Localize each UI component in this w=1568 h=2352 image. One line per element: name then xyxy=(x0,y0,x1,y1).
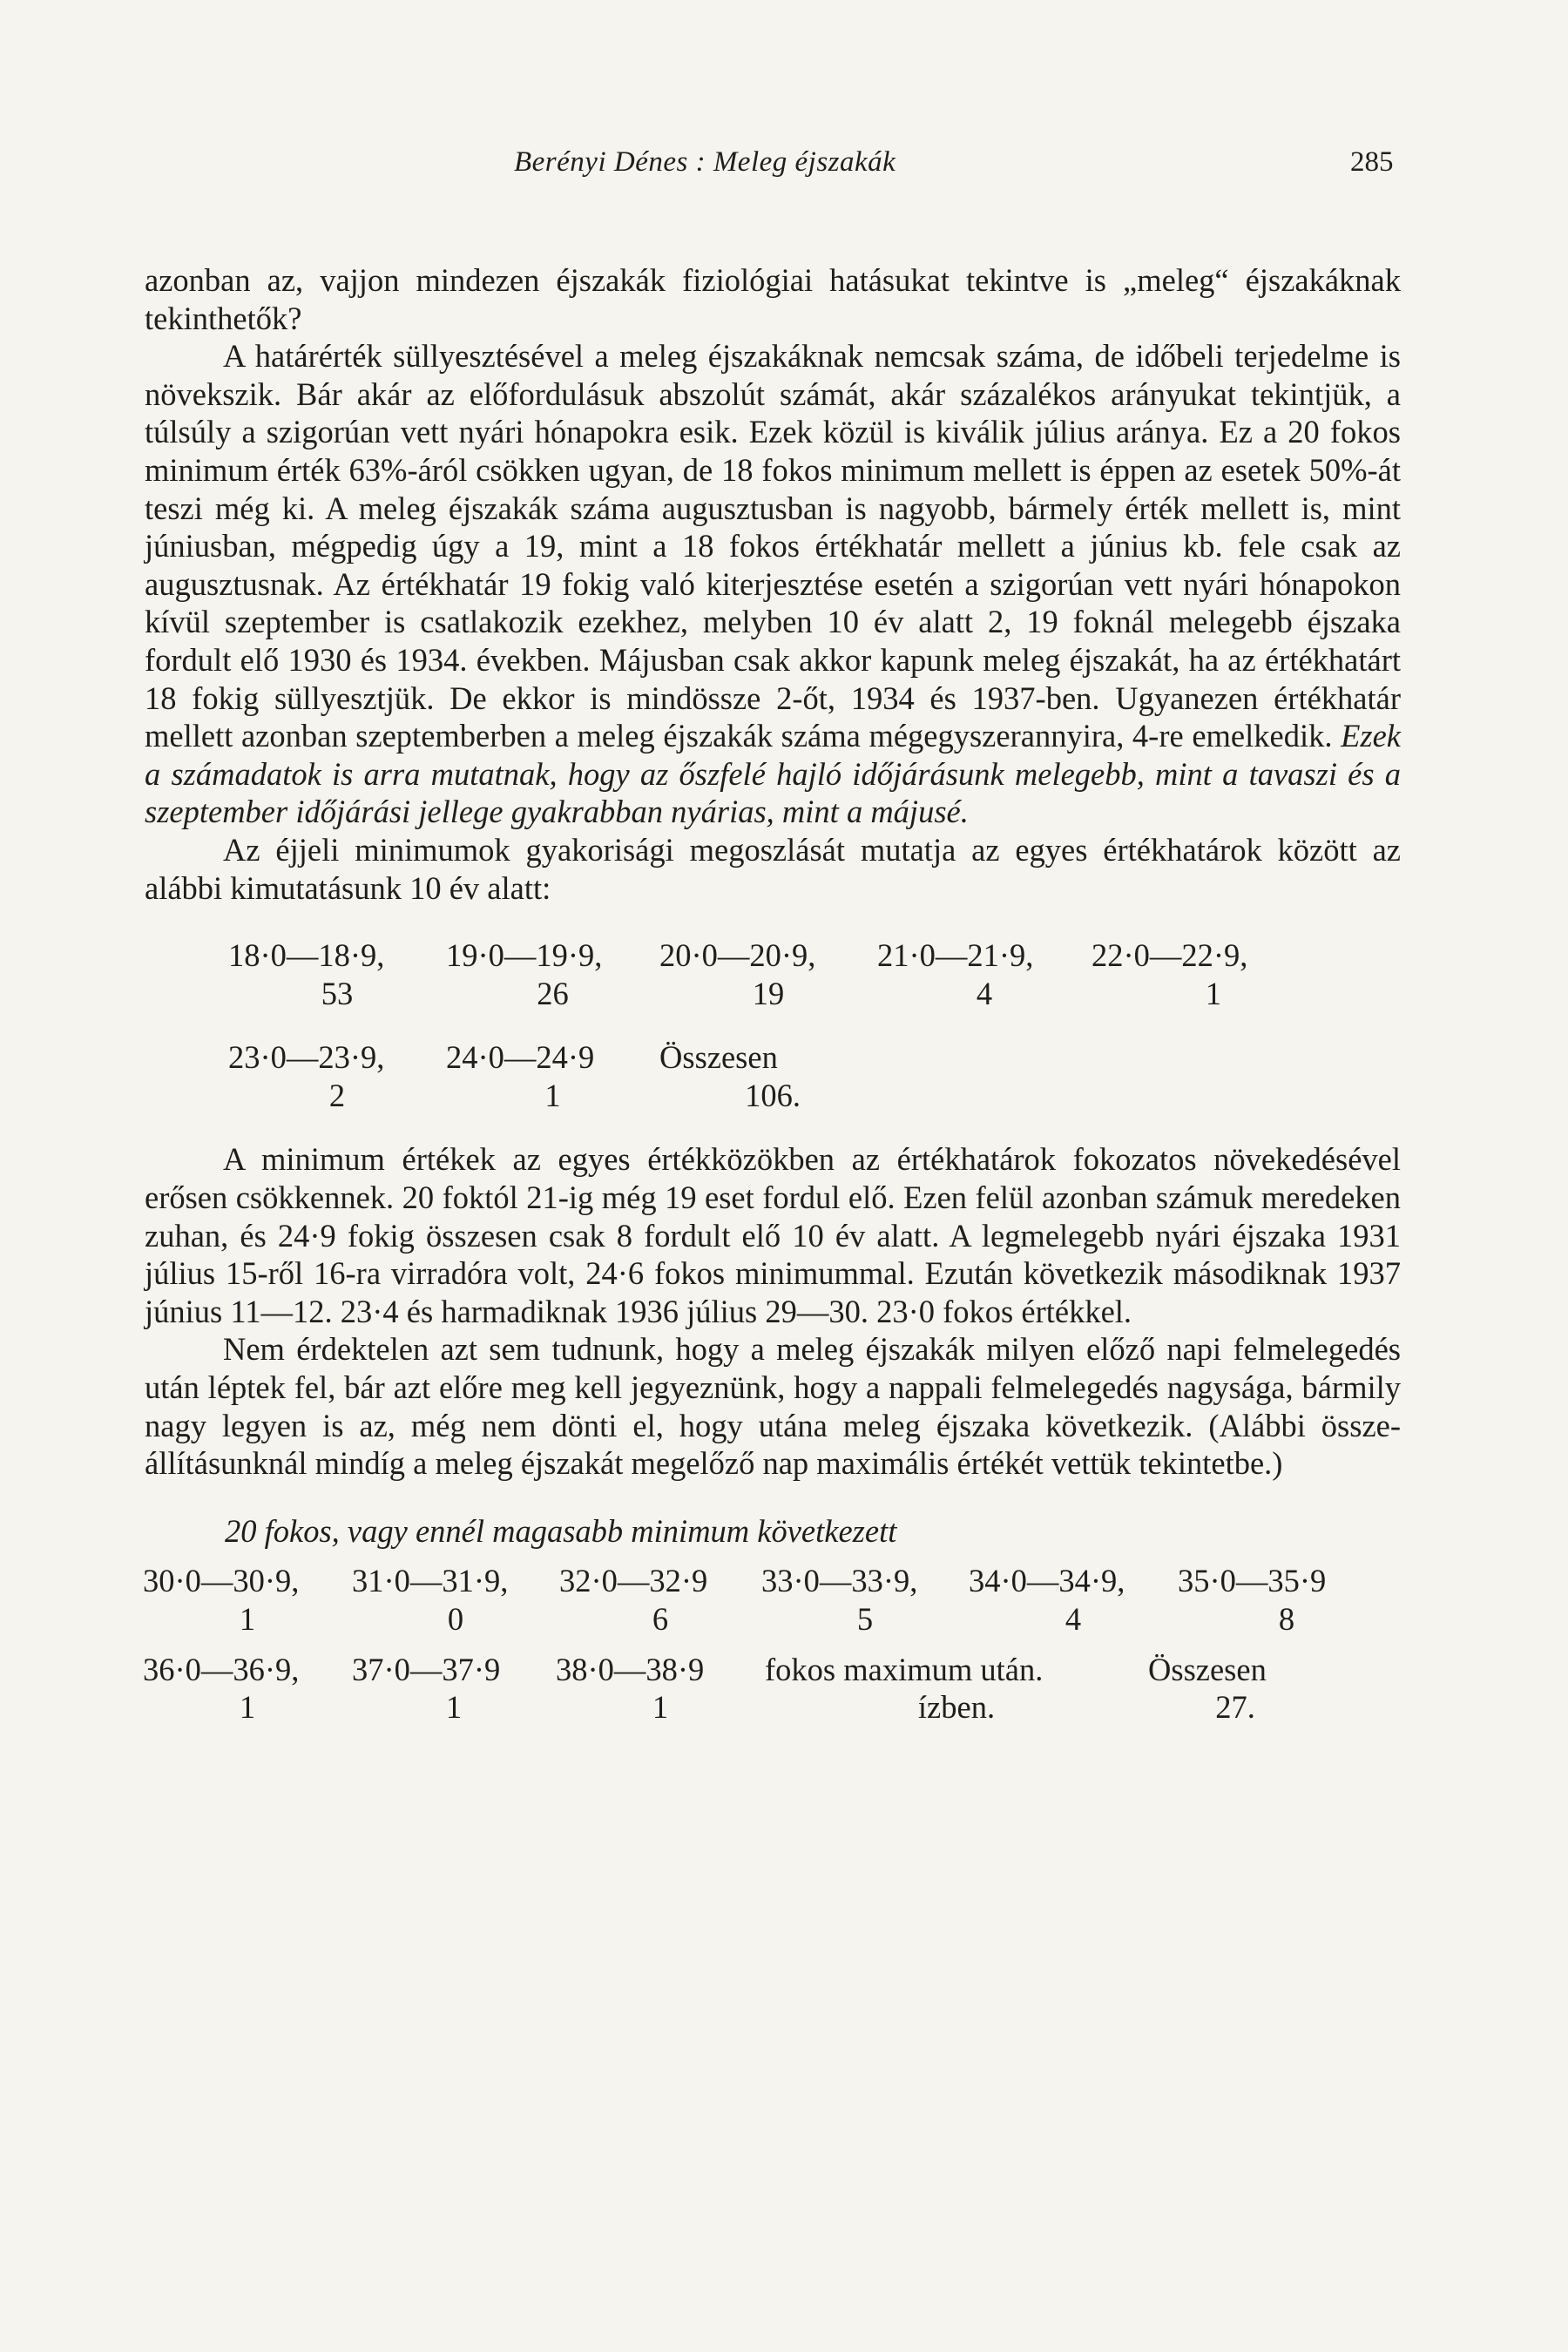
table-cell: 1 xyxy=(239,1601,256,1637)
table-row xyxy=(228,1077,1401,1115)
table-cell: 33·0—33·9, xyxy=(761,1563,918,1599)
table-cell: 23·0—23·9, xyxy=(228,1039,385,1076)
table-row xyxy=(143,1562,1401,1600)
maximum-frequency-table xyxy=(143,1562,1401,1726)
table-cell: 19·0—19·9, xyxy=(446,937,603,974)
table-cell: 30·0—30·9, xyxy=(143,1563,300,1599)
paragraph-3: Az éjjeli minimumok gyakorisági megoszlását mutatja az egyes értékhatárok között az alábbi kimutatásunk 10 év alatt: xyxy=(145,831,1401,906)
table-cell: 26 xyxy=(537,975,569,1011)
header-title: Berényi Dénes : Meleg éjszakák xyxy=(514,146,896,178)
table-cell: 1 xyxy=(239,1689,256,1726)
table-cell: 106. xyxy=(745,1077,801,1113)
paragraph-5: Nem érdektelen azt sem tudnunk, hogy a meleg éjszakák milyen előző napi felmelegedés után léptek fel, bár azt előre meg kell jegyeznünk, hogy a nappali felmelegedés nagysága, bármily nagy legyen is az, még nem dönti el, hogy utána meleg éjszaka következik. (Alábbi összeállításunknál mindíg a meleg éjszakát megelőző nap maximális értékét vettük tekintetbe.) xyxy=(145,1331,1401,1482)
table-cell: Összesen xyxy=(1148,1651,1267,1687)
minimum-frequency-table xyxy=(228,936,1401,1114)
paragraph-2-text: A határérték süllyesztésével a meleg éjszakáknak nemcsak száma, de időbeli terjedelme is növekszik. Bár akár az előfordulásuk abszolút számát, akár százalékos arányukat tekintjük, a túlsúly a szigorúan vett nyári hónapokra esik. Ezek közül is kiválik július aránya. Ez a 20 fokos minimum érték 63%-áról csökken ugyan, de 18 fokos minimum mellett is éppen az esetek 50%-át teszi még ki. A meleg éjszakák száma augusztusban is nagyobb, bármely érték mellett is, mint júniusban, mégpedig úgy a 19, mint a 18 fokos értékhatár mellett a június kb. fele csak az augusztusnak. Az értékhatár 19 fokig való kiterjesztése esetén a szigorúan vett nyári hónapokon kívül szeptember is csatlakozik ezekhez, melyben 10 év alatt 2, 19 foknál melegebb éjszaka fordult elő 1930 és 1934. években. Májusban csak akkor kapunk meleg éjszakát, ha az értékhatárt 18 fokig süllyesztjük. De ekkor is mindössze 2-őt, 1934 és 1937-ben. Ugyanezen értékhatár mellett azonban szeptemberben a meleg éjszakák száma mégegyszerannyira, 4-re emelkedik. xyxy=(145,338,1401,754)
table-row xyxy=(228,975,1401,1013)
table-block-2 xyxy=(143,1651,1401,1727)
paragraph-2-italic: Ezek a számadatok is arra mutatnak, hogy az őszfelé hajló időjárásunk melegebb, mint a tavaszi és a szeptember időjárási jellege gyakrabban nyárias, mint a májusé. xyxy=(145,718,1402,830)
table-cell: 34·0—34·9, xyxy=(969,1563,1125,1599)
table-cell: 18·0—18·9, xyxy=(228,937,385,974)
paragraph-2 xyxy=(145,337,1401,831)
paragraph-4: A minimum értékek az egyes értékközökben az értékhatárok fokozatos növekedésével erősen csökkennek. 20 foktól 21-ig még 19 eset fordul elő. Ezen felül azonban számuk meredeken zuhan, és 24·9 fokig összesen csak 8 fordult elő 10 év alatt. A legmelegebb nyári éjszaka 1931 július 15-ről 16-ra virradóra volt, 24·6 fokos minimummal. Ezután következik másodiknak 1937 június 11—12. 23·4 és harmadiknak 1936 július 29—30. 23·0 fokos értékkel. xyxy=(145,1141,1401,1329)
table-cell: 38·0—38·9 xyxy=(556,1651,705,1687)
table-cell: 19 xyxy=(752,975,785,1011)
table-cell: 5 xyxy=(856,1601,874,1637)
table-cell: 53 xyxy=(321,975,354,1011)
table-cell: 1 xyxy=(544,1077,561,1113)
table-cell: 31·0—31·9, xyxy=(352,1563,509,1599)
table-row xyxy=(143,1651,1401,1689)
table-cell: 4 xyxy=(1064,1601,1082,1637)
table-cell: 35·0—35·9 xyxy=(1178,1563,1327,1599)
table-cell: fokos maximum után. xyxy=(765,1651,1044,1687)
table-cell: 24·0—24·9 xyxy=(446,1039,595,1076)
table-row xyxy=(143,1688,1401,1727)
table-block-1 xyxy=(143,1562,1401,1638)
table-row xyxy=(228,1038,1401,1077)
table-cell: 2 xyxy=(328,1077,346,1113)
table-cell: 22·0—22·9, xyxy=(1092,937,1248,974)
page-number: 285 xyxy=(1350,146,1394,178)
table-block-2 xyxy=(228,1038,1401,1114)
table-cell: 21·0—21·9, xyxy=(877,937,1034,974)
table-cell: 8 xyxy=(1278,1601,1295,1637)
table-cell: 0 xyxy=(447,1601,464,1637)
table-cell: 37·0—37·9 xyxy=(352,1651,501,1687)
table-cell: 32·0—32·9 xyxy=(559,1563,708,1599)
table-cell: 4 xyxy=(976,975,993,1011)
table-cell: ízben. xyxy=(917,1689,996,1726)
table-cell: 1 xyxy=(445,1689,463,1726)
running-head xyxy=(0,146,1568,190)
table-block-1 xyxy=(228,936,1401,1012)
table-cell: 27. xyxy=(1215,1689,1255,1726)
table-caption: 20 fokos, vagy ennél magasabb minimum következett xyxy=(225,1512,897,1549)
table-cell: 6 xyxy=(652,1601,669,1637)
table-cell: Összesen xyxy=(659,1039,778,1076)
table-cell: 20·0—20·9, xyxy=(659,937,816,974)
table-cell: 1 xyxy=(652,1689,669,1726)
table-row xyxy=(228,936,1401,975)
body-text xyxy=(145,261,1401,1744)
table-cell: 36·0—36·9, xyxy=(143,1651,300,1687)
paragraph-1: azonban az, vajjon mindezen éjszakák fiziológiai hatásukat tekintve is „meleg“ éjszakáknak tekinthetők? xyxy=(145,262,1401,336)
table-row xyxy=(143,1600,1401,1639)
table-cell: 1 xyxy=(1205,975,1222,1011)
